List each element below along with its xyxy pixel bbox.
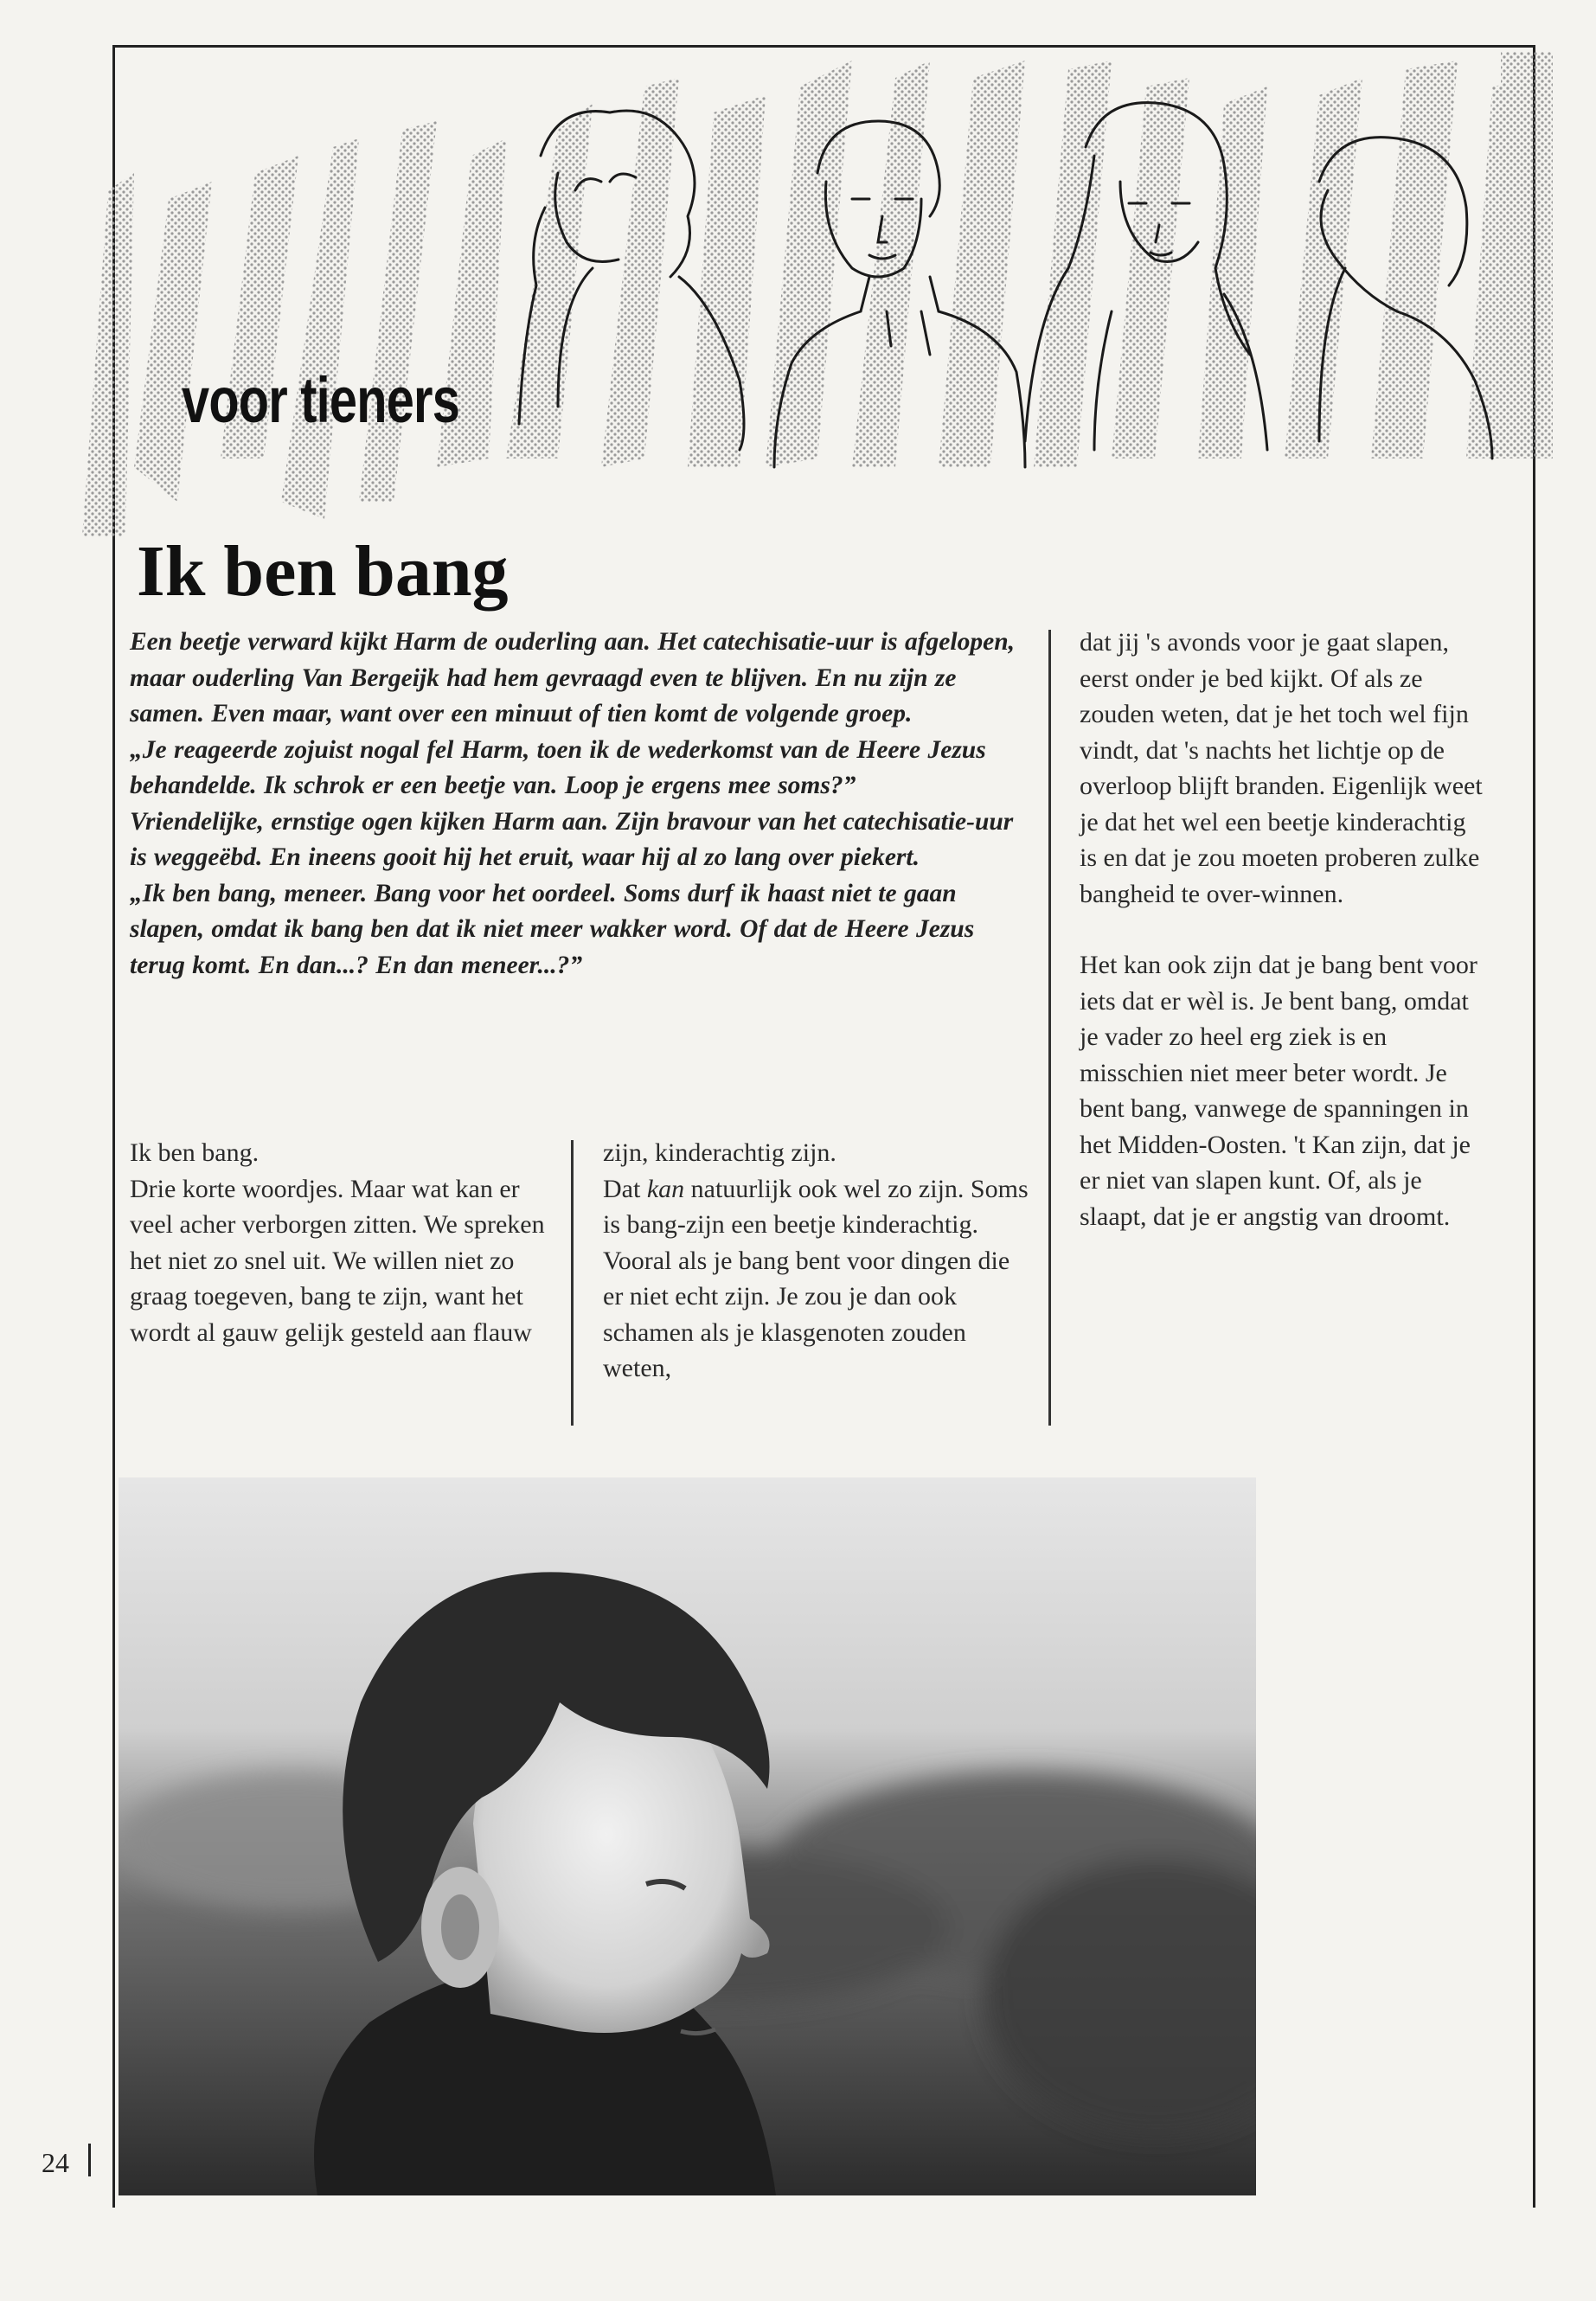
halftone-background [82, 52, 1553, 536]
emphasis-text: kan [646, 1174, 685, 1203]
article-title: Ik ben bang [137, 531, 509, 612]
boy-photograph [119, 1477, 1256, 2195]
page-number: 24 [42, 2147, 69, 2178]
column-divider [571, 1140, 574, 1426]
page-number-rule [88, 2144, 91, 2176]
body-text: natuurlijk ook wel zo zijn. Soms is bang-zijn een beetje kinderachtig. Vooral als je bang bent voor dingen die er niet echt zijn. Je zou je dan ook schamen als je klasgenoten zouden weten, [603, 1174, 1029, 1382]
intro-paragraph: Vriendelijke, ernstige ogen kijken Harm aan. Zijn bravour van het catechisatie-uur is weggeëbd. En ineens gooit hij het eruit, waar hij al zo lang over piekert. [130, 807, 1014, 871]
column-divider [1048, 630, 1051, 1426]
intro-paragraph: Een beetje verward kijkt Harm de ouderling aan. Het catechisatie-uur is afgelopen, maar ouderling Van Bergeijk had hem gevraagd even te blijven. En nu zijn ze samen. Even maar, want over een minuut of tien komt de volgende groep. [130, 628, 1015, 727]
header-illustration [74, 52, 1553, 545]
body-paragraph: Ik ben bang. [130, 1138, 260, 1167]
body-paragraph: Het kan ook zijn dat je bang bent voor iets dat er wèl is. Je bent bang, omdat je vader zo heel erg ziek is en misschien niet meer beter wordt. Je bent bang, vanwege de spanningen in het Midden-Oosten. 't Kan zijn, dat je er niet van slapen kunt. Of, als je slaapt, dat je er angstig van droomt. [1080, 951, 1477, 1231]
article-intro [130, 625, 1034, 984]
body-paragraph [603, 1171, 1035, 1387]
body-text: Dat [603, 1174, 647, 1203]
body-column-1 [130, 1135, 545, 1350]
body-paragraph: Drie korte woordjes. Maar wat kan er veel acher verborgen zitten. We spreken het niet zo snel uit. We willen niet zo graag toegeven, bang te zijn, want het wordt al gauw gelijk gesteld aan flauw [130, 1174, 545, 1347]
intro-paragraph: „Ik ben bang, meneer. Bang voor het oordeel. Soms durf ik haast niet te gaan slapen, omdat ik bang ben dat ik niet meer wakker word. Of dat de Heere Jezus terug komt. En dan...? En dan meneer...?” [130, 879, 975, 979]
intro-paragraph: „Je reageerde zojuist nogal fel Harm, toen ik de wederkomst van de Heere Jezus behandelde. Ik schrok er een beetje van. Loop je ergens mee soms?” [130, 735, 986, 799]
body-column-3 [1080, 625, 1486, 1234]
body-paragraph: dat jij 's avonds voor je gaat slapen, eerst onder je bed kijkt. Of als ze zouden weten, dat je het toch wel fijn vindt, dat 's nachts het lichtje op de overloop blijft branden. Eigenlijk weet je dat het wel een beetje kinderachtig is en dat je zou moeten proberen zulke bangheid te over-winnen. [1080, 628, 1483, 908]
body-column-2 [603, 1135, 1035, 1387]
section-label: voor tieners [182, 364, 460, 436]
body-paragraph: zijn, kinderachtig zijn. [603, 1138, 836, 1167]
